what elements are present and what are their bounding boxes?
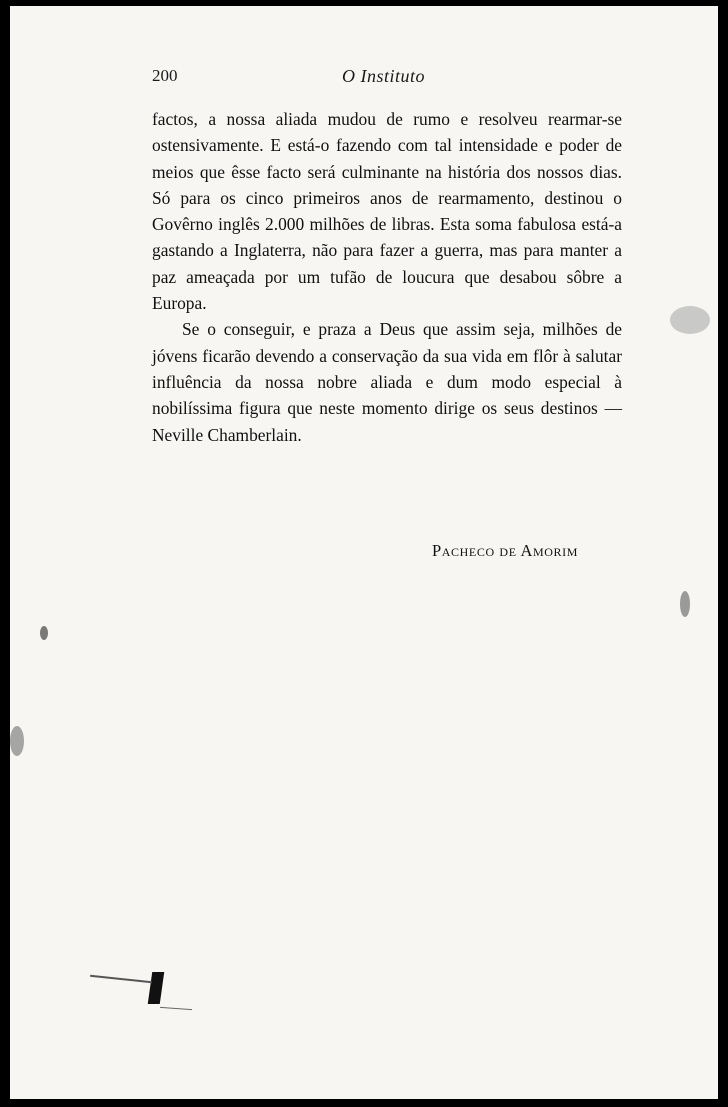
paragraph-continued: factos, a nossa aliada mudou de rumo e resolveu rearmar-se ostensivamente. E está-o fazendo com tal intensidade e poder de meios que êsse facto será culminante na história dos nossos dias. Só para os cinco primeiros anos de rearmamento, destinou o Govêrno inglês 2.000 milhões de libras. Esta soma fabulosa está-a gastando a Inglaterra, não para fazer a guerra, mas para manter a paz ameaçada por um tufão de loucura que desabou sôbre a Europa. (152, 109, 622, 314)
scan-speck (40, 626, 48, 640)
paper-sheet (10, 6, 718, 1099)
scan-speck (670, 306, 710, 334)
body-text (152, 106, 622, 448)
page-number: 200 (152, 66, 178, 85)
scratch-line (160, 1007, 192, 1010)
paragraph: Se o conseguir, e praza a Deus que assim seja, milhões de jóvens ficarão devendo a conservação da sua vida em flôr à salutar influência da nossa nobre aliada e dum modo especial à nobilíssima figura que neste momento dirige os seus destinos — Neville Chamberlain. (152, 319, 622, 445)
scan-speck (680, 591, 690, 617)
page-header (152, 66, 632, 90)
running-title: O Instituto (342, 66, 426, 86)
scan-speck (10, 726, 24, 756)
ink-blot (148, 972, 164, 1004)
author-signature: Pacheco de Amorim (432, 541, 578, 560)
scratch-line (90, 975, 152, 983)
